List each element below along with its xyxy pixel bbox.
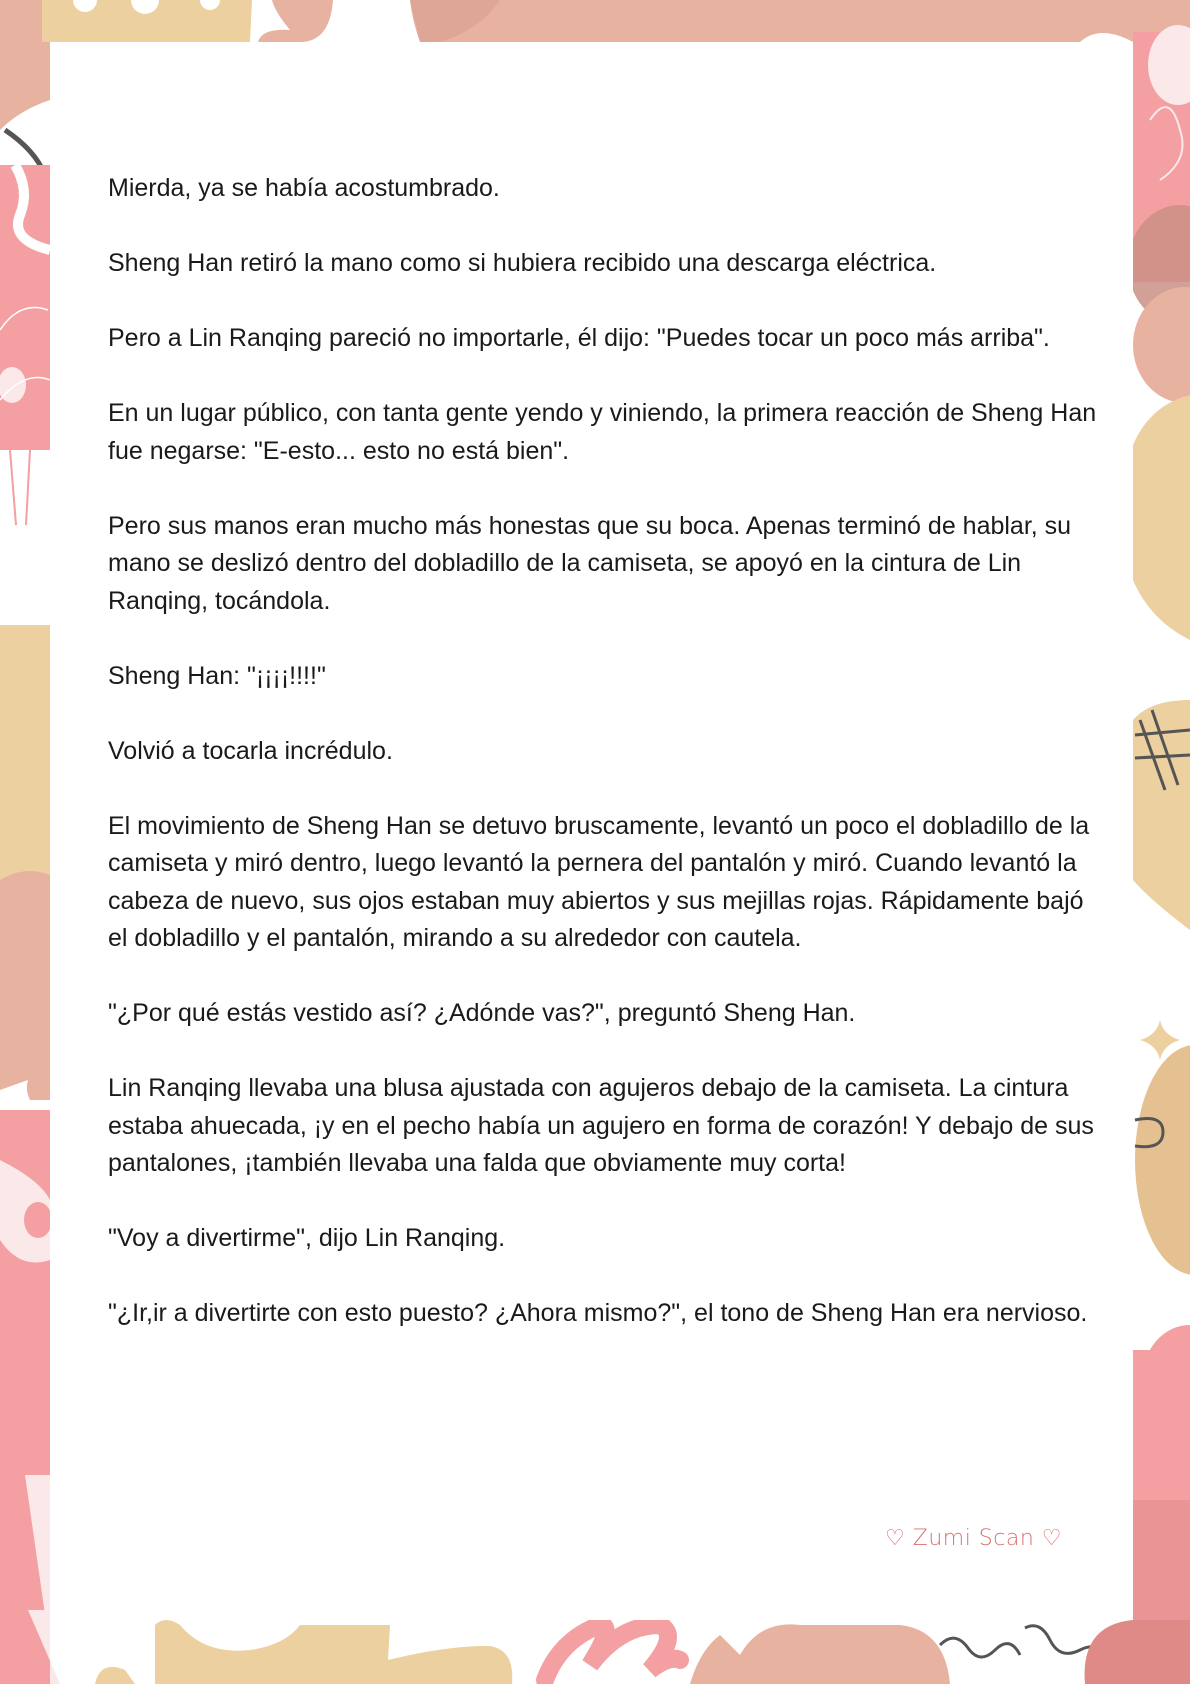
paragraph: El movimiento de Sheng Han se detuvo bruscamente, levantó un poco el dobladillo de la camiseta y miró dentro, luego levantó la pernera del pantalón y miró. Cuando levantó la cabeza de nuevo, sus ojos estaban muy abiertos y sus mejillas rojas. Rápidamente bajó el dobladillo y el pantalón, mirando a su alrededor con cautela. [108, 811, 1090, 952]
paragraph: Pero sus manos eran mucho más honestas que su boca. Apenas terminó de hablar, su mano se deslizó dentro del dobladillo de la camiseta, se apoyó en la cintura de Lin Ranqing, tocándola. [108, 511, 1072, 615]
paragraph: "¿Ir,ir a divertirte con esto puesto? ¿Ahora mismo?", el tono de Sheng Han era nervioso. [108, 1299, 1088, 1327]
paragraph: Mierda, ya se había acostumbrado. [108, 174, 500, 202]
paragraph: Sheng Han retiró la mano como si hubiera recibido una descarga eléctrica. [108, 249, 937, 277]
paragraph: Lin Ranqing llevaba una blusa ajustada con agujeros debajo de la camiseta. La cintura estaba ahuecada, ¡y en el pecho había un agujero en forma de corazón! Y debajo de sus pantalones, ¡también llevaba una falda que obviamente muy corta! [108, 1074, 1094, 1177]
paragraph: Volvió a tocarla incrédulo. [108, 736, 393, 765]
peach-blob-top [258, 0, 333, 42]
scanlator-watermark: ♡ Zumi Scan ♡ [885, 1526, 1062, 1551]
paragraph: Sheng Han: "¡¡¡¡!!!!" [108, 661, 326, 690]
paragraph: "Voy a divertirme", dijo Lin Ranqing. [108, 1224, 506, 1252]
paragraph: Pero a Lin Ranqing pareció no importarle, él dijo: "Puedes tocar un poco más arriba". [108, 324, 1050, 352]
rose-blob-top-right [410, 0, 1190, 42]
chapter-body [108, 170, 1108, 1370]
page-card [50, 42, 1133, 1620]
paragraph: "¿Por qué estás vestido así? ¿Adónde vas?", preguntó Sheng Han. [108, 999, 856, 1027]
paragraph: En un lugar público, con tanta gente yendo y viniendo, la primera reacción de Sheng Han fue negarse: "E-esto... esto no está bien". [108, 399, 1097, 465]
